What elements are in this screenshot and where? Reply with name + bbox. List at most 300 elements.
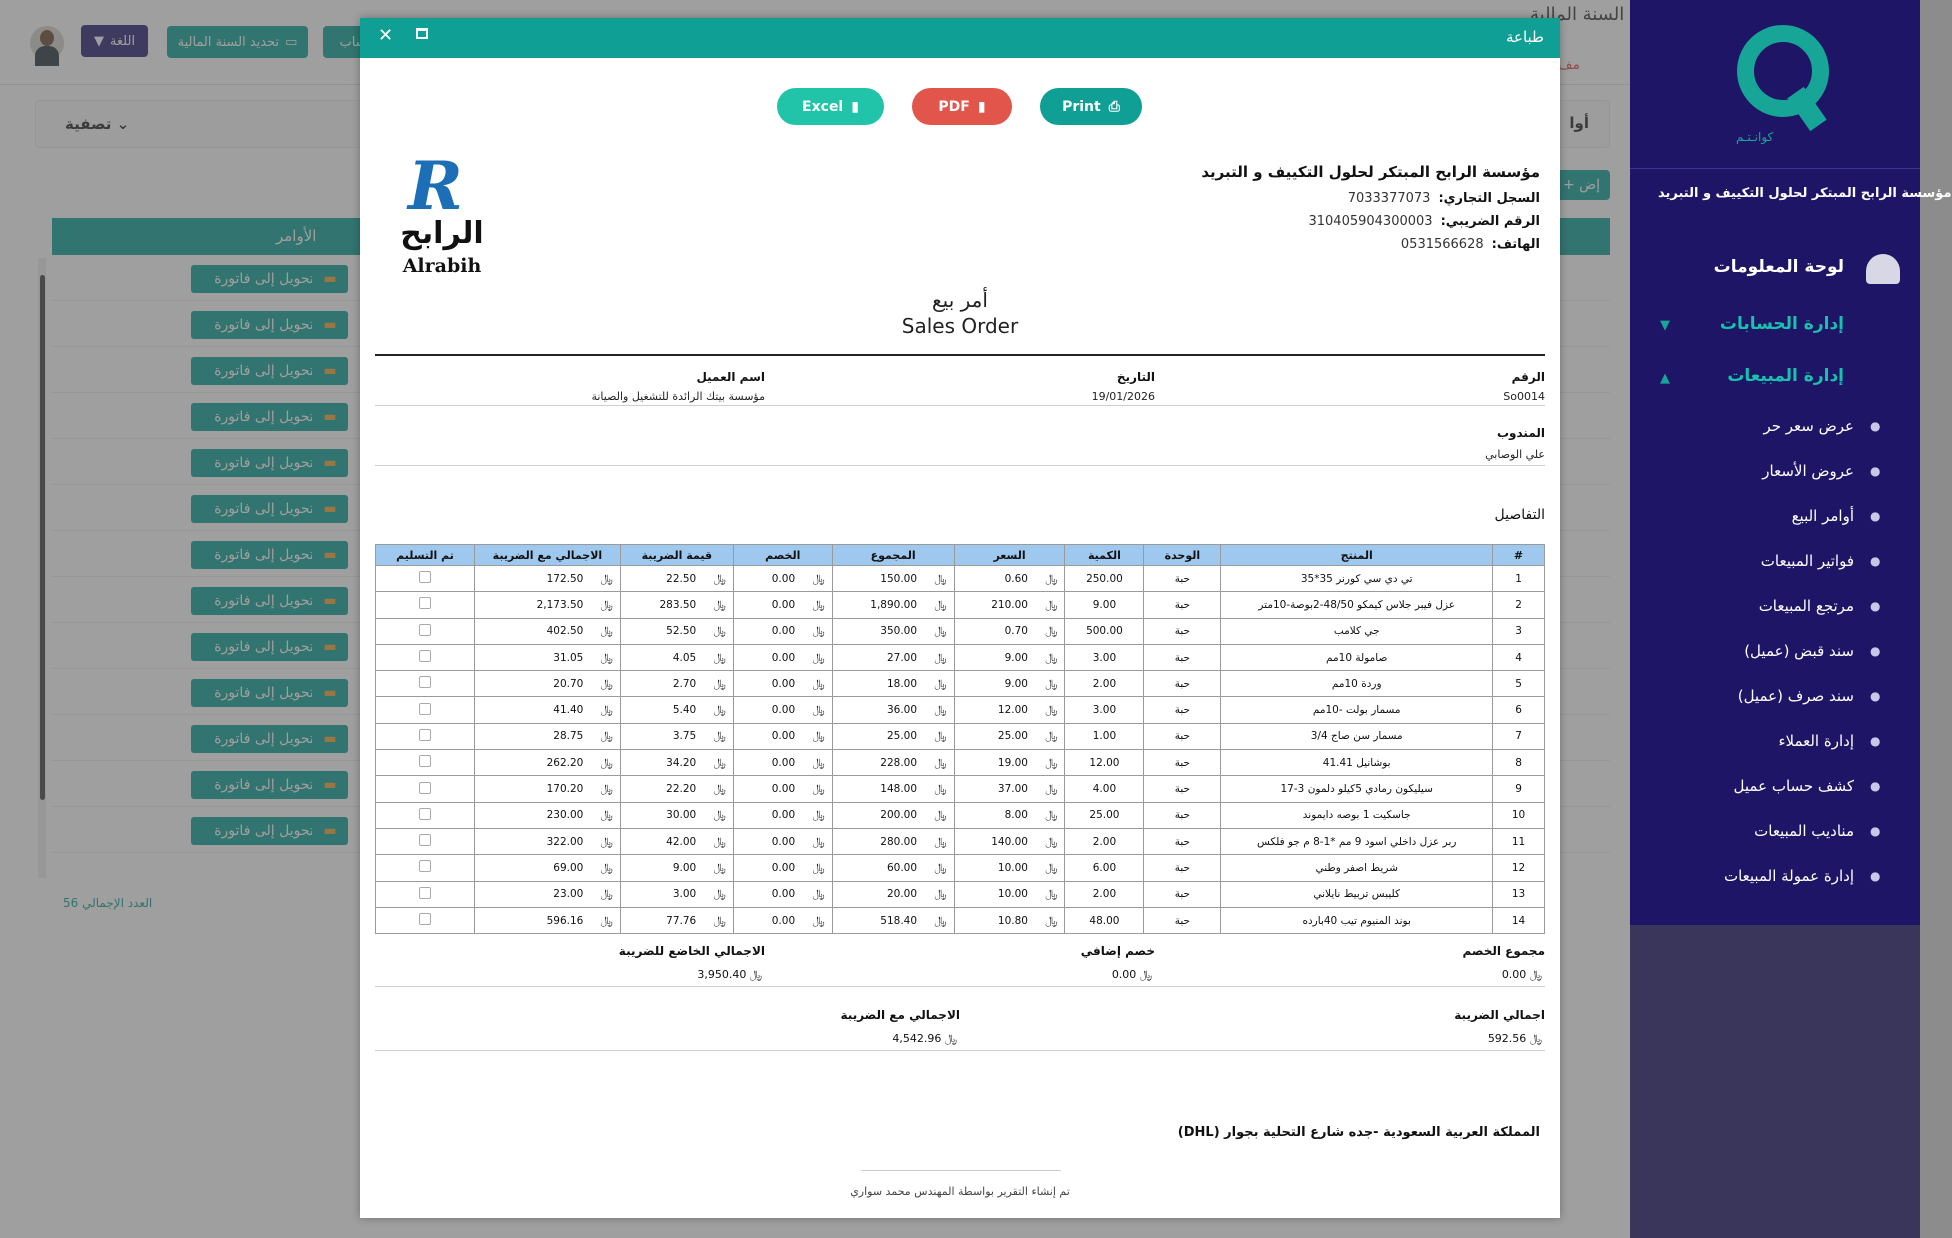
- dashboard-icon: [1866, 254, 1900, 284]
- item-row: [376, 828, 1545, 854]
- riyal-icon: ﷼: [934, 676, 947, 690]
- extra-discount-value: ﷼ 0.00: [1111, 968, 1152, 981]
- item-product: تي دي سي كورنر 35*35: [1221, 566, 1493, 592]
- item-no: 10: [1493, 802, 1545, 828]
- company-logo: R الرابح Alrabih: [390, 153, 510, 288]
- delivered-checkbox[interactable]: [419, 703, 431, 715]
- nav-sub-item[interactable]: فواتير المبيعات: [1760, 552, 1854, 570]
- item-total: ﷼ 228.00: [832, 750, 954, 776]
- user-icon: ●: [1870, 419, 1881, 433]
- item-qty: 3.00: [1065, 644, 1144, 670]
- user-icon: ●: [1870, 599, 1881, 613]
- delivered-checkbox[interactable]: [419, 624, 431, 636]
- riyal-icon: ﷼: [1045, 703, 1058, 717]
- item-unit: حبة: [1144, 750, 1221, 776]
- item-unit: حبة: [1144, 723, 1221, 749]
- item-price: ﷼ 9.00: [954, 671, 1065, 697]
- item-tax: ﷼ 3.75: [620, 723, 733, 749]
- riyal-icon: ﷼: [1045, 887, 1058, 901]
- riyal-icon: ﷼: [934, 729, 947, 743]
- discount-sum-value: ﷼ 0.00: [1501, 968, 1542, 981]
- print-modal: [360, 18, 1560, 1218]
- riyal-icon: ﷼: [934, 782, 947, 796]
- item-discount: ﷼ 0.00: [733, 566, 832, 592]
- delivered-checkbox[interactable]: [419, 597, 431, 609]
- item-row: [376, 881, 1545, 907]
- item-tax: ﷼ 42.00: [620, 828, 733, 854]
- col-qty: الكمية: [1065, 545, 1144, 566]
- grand-total-value: ﷼ 4,542.96: [892, 1032, 957, 1045]
- items-table: [375, 544, 1545, 934]
- item-tax: ﷼ 283.50: [620, 592, 733, 618]
- col-product: المنتج: [1221, 545, 1493, 566]
- item-unit: حبة: [1144, 618, 1221, 644]
- riyal-icon: ﷼: [812, 755, 825, 769]
- riyal-icon: ﷼: [812, 860, 825, 874]
- items-table-header: [376, 545, 1545, 566]
- item-no: 11: [1493, 828, 1545, 854]
- item-tax: ﷼ 22.50: [620, 566, 733, 592]
- item-grand: ﷼ 20.70: [474, 671, 620, 697]
- riyal-icon: ﷼: [812, 571, 825, 585]
- item-grand: ﷼ 262.20: [474, 750, 620, 776]
- company-info: [1201, 163, 1540, 260]
- item-tax: ﷼ 34.20: [620, 750, 733, 776]
- item-unit: حبة: [1144, 828, 1221, 854]
- item-discount: ﷼ 0.00: [733, 644, 832, 670]
- item-product: كليبس تربيط نايلاني: [1221, 881, 1493, 907]
- item-no: 9: [1493, 776, 1545, 802]
- riyal-icon: ﷼: [600, 729, 613, 743]
- riyal-icon: ﷼: [600, 597, 613, 611]
- item-discount: ﷼ 0.00: [733, 697, 832, 723]
- item-product: جي كلامب: [1221, 618, 1493, 644]
- riyal-icon: ﷼: [812, 650, 825, 664]
- delivered-checkbox[interactable]: [419, 571, 431, 583]
- item-qty: 2.00: [1065, 881, 1144, 907]
- number-value: So0014: [1503, 390, 1545, 403]
- vat-label: الرقم الضريبي:: [1440, 214, 1540, 229]
- riyal-icon: ﷼: [713, 913, 726, 927]
- item-unit: حبة: [1144, 566, 1221, 592]
- item-unit: حبة: [1144, 644, 1221, 670]
- sidebar-company-name: مؤسسة الرابح المبتكر لحلول التكييف و التبريد: [1658, 186, 1952, 201]
- riyal-icon: ﷼: [1529, 1032, 1542, 1045]
- item-delivered: [376, 723, 475, 749]
- item-row: [376, 592, 1545, 618]
- logo-text: كوانـتـم: [1736, 130, 1774, 144]
- riyal-icon: ﷼: [600, 755, 613, 769]
- nav-sub-item[interactable]: مناديب المبيعات: [1754, 822, 1854, 840]
- item-delivered: [376, 697, 475, 723]
- document-title-english: Sales Order: [901, 314, 1019, 338]
- item-no: 12: [1493, 855, 1545, 881]
- item-product: عزل فيبر جلاس كيمكو 48/50-2بوصة-10متر: [1221, 592, 1493, 618]
- tax-total-value: ﷼ 592.56: [1487, 1032, 1542, 1045]
- item-product: صامولة 10مم: [1221, 644, 1493, 670]
- item-total: ﷼ 200.00: [832, 802, 954, 828]
- nav-sub-item[interactable]: عروض الأسعار: [1762, 462, 1854, 480]
- item-no: 6: [1493, 697, 1545, 723]
- customer-value: مؤسسة بيتك الرائدة للتشغيل والصيانة: [591, 390, 765, 403]
- item-row: [376, 855, 1545, 881]
- item-qty: 2.00: [1065, 828, 1144, 854]
- item-product: مسمار سن صاج 3/4: [1221, 723, 1493, 749]
- item-price: ﷼ 8.00: [954, 802, 1065, 828]
- modal-title: طباعة: [1505, 28, 1544, 46]
- riyal-icon: ﷼: [600, 860, 613, 874]
- delivered-checkbox[interactable]: [419, 808, 431, 820]
- item-grand: ﷼ 596.16: [474, 907, 620, 933]
- item-grand: ﷼ 402.50: [474, 618, 620, 644]
- date-label: التاريخ: [1116, 370, 1155, 384]
- item-price: ﷼ 12.00: [954, 697, 1065, 723]
- riyal-icon: ﷼: [934, 834, 947, 848]
- item-price: ﷼ 210.00: [954, 592, 1065, 618]
- item-qty: 25.00: [1065, 802, 1144, 828]
- item-price: ﷼ 25.00: [954, 723, 1065, 749]
- riyal-icon: ﷼: [1045, 624, 1058, 638]
- item-tax: ﷼ 5.40: [620, 697, 733, 723]
- item-row: [376, 776, 1545, 802]
- col-unit: الوحدة: [1144, 545, 1221, 566]
- pdf-button[interactable]: [912, 88, 1012, 125]
- riyal-icon: ﷼: [1045, 782, 1058, 796]
- item-price: ﷼ 10.00: [954, 855, 1065, 881]
- quantum-logo: [1737, 25, 1829, 125]
- taxable-label: الاجمالي الخاضع للضريبة: [618, 944, 765, 958]
- cr-label: السجل التجاري:: [1438, 191, 1540, 206]
- user-icon: ●: [1870, 644, 1881, 658]
- delivered-checkbox[interactable]: [419, 755, 431, 767]
- col-grand: الاجمالي مع الضريبة: [474, 545, 620, 566]
- item-grand: ﷼ 69.00: [474, 855, 620, 881]
- excel-label: Excel: [802, 98, 844, 115]
- print-label: Print: [1062, 98, 1101, 115]
- vat-value: 310405904300003: [1308, 214, 1433, 229]
- item-no: 3: [1493, 618, 1545, 644]
- item-total: ﷼ 36.00: [832, 697, 954, 723]
- rep-value: علي الوصابي: [1485, 448, 1545, 461]
- item-no: 2: [1493, 592, 1545, 618]
- riyal-icon: ﷼: [812, 782, 825, 796]
- riyal-icon: ﷼: [1529, 968, 1542, 981]
- item-row: [376, 723, 1545, 749]
- nav-sub-item[interactable]: سند قبض (عميل): [1744, 642, 1854, 660]
- chevron-down-icon: ▼: [1660, 318, 1670, 333]
- riyal-icon: ﷼: [1045, 597, 1058, 611]
- riyal-icon: ﷼: [812, 676, 825, 690]
- item-product: بوشانيل 41.41: [1221, 750, 1493, 776]
- item-qty: 9.00: [1065, 592, 1144, 618]
- riyal-icon: ﷼: [1045, 755, 1058, 769]
- riyal-icon: ﷼: [812, 834, 825, 848]
- item-delivered: [376, 644, 475, 670]
- item-product: جاسكيت 1 بوصه دايموند: [1221, 802, 1493, 828]
- item-product: مسمار بولت -10مم: [1221, 697, 1493, 723]
- item-grand: ﷼ 172.50: [474, 566, 620, 592]
- item-no: 5: [1493, 671, 1545, 697]
- item-total: ﷼ 1,890.00: [832, 592, 954, 618]
- item-unit: حبة: [1144, 802, 1221, 828]
- sidebar-divider: [1630, 168, 1920, 169]
- item-row: [376, 644, 1545, 670]
- riyal-icon: ﷼: [713, 703, 726, 717]
- nav-dashboard[interactable]: لوحة المعلومات: [1713, 257, 1844, 277]
- riyal-icon: ﷼: [1139, 968, 1152, 981]
- riyal-icon: ﷼: [600, 834, 613, 848]
- item-delivered: [376, 750, 475, 776]
- riyal-icon: ﷼: [600, 624, 613, 638]
- details-title: التفاصيل: [1494, 507, 1545, 523]
- logo-arabic: الرابح: [400, 216, 484, 251]
- item-tax: ﷼ 3.00: [620, 881, 733, 907]
- user-icon: ●: [1870, 824, 1881, 838]
- logo-english: Alrabih: [402, 255, 482, 277]
- company-name: مؤسسة الرابح المبتكر لحلول التكييف و التبريد: [1201, 163, 1540, 181]
- item-qty: 500.00: [1065, 618, 1144, 644]
- riyal-icon: ﷼: [600, 808, 613, 822]
- item-price: ﷼ 19.00: [954, 750, 1065, 776]
- items-table-body: [376, 566, 1545, 934]
- riyal-icon: ﷼: [713, 624, 726, 638]
- riyal-icon: ﷼: [1045, 571, 1058, 585]
- riyal-icon: ﷼: [713, 650, 726, 664]
- riyal-icon: ﷼: [713, 860, 726, 874]
- printer-icon: ⎙: [1108, 98, 1120, 115]
- riyal-icon: ﷼: [1045, 808, 1058, 822]
- col-tax: قيمة الضريبة: [620, 545, 733, 566]
- item-tax: ﷼ 22.20: [620, 776, 733, 802]
- riyal-icon: ﷼: [713, 729, 726, 743]
- riyal-icon: ﷼: [713, 887, 726, 901]
- item-row: [376, 566, 1545, 592]
- discount-sum-label: مجموع الخصم: [1462, 944, 1545, 958]
- nav-sub-item[interactable]: أوامر البيع: [1791, 507, 1854, 525]
- riyal-icon: ﷼: [944, 1032, 957, 1045]
- riyal-icon: ﷼: [1045, 676, 1058, 690]
- item-total: ﷼ 27.00: [832, 644, 954, 670]
- divider: [861, 1170, 1061, 1171]
- company-address: المملكة العربية السعودية -جده شارع التحلية بجوار (DHL): [1177, 1125, 1540, 1140]
- riyal-icon: ﷼: [1045, 650, 1058, 664]
- delivered-checkbox[interactable]: [419, 834, 431, 846]
- riyal-icon: ﷼: [934, 860, 947, 874]
- item-grand: ﷼ 23.00: [474, 881, 620, 907]
- delivered-checkbox[interactable]: [419, 782, 431, 794]
- nav-sales[interactable]: إدارة المبيعات: [1727, 366, 1844, 386]
- riyal-icon: ﷼: [1045, 834, 1058, 848]
- item-total: ﷼ 18.00: [832, 671, 954, 697]
- item-delivered: [376, 802, 475, 828]
- item-no: 13: [1493, 881, 1545, 907]
- delivered-checkbox[interactable]: [419, 860, 431, 872]
- item-unit: حبة: [1144, 907, 1221, 933]
- item-price: ﷼ 0.60: [954, 566, 1065, 592]
- user-icon: ●: [1870, 869, 1881, 883]
- item-unit: حبة: [1144, 881, 1221, 907]
- item-unit: حبة: [1144, 671, 1221, 697]
- item-delivered: [376, 828, 475, 854]
- item-row: [376, 802, 1545, 828]
- item-grand: ﷼ 170.20: [474, 776, 620, 802]
- item-grand: ﷼ 2,173.50: [474, 592, 620, 618]
- delivered-checkbox[interactable]: [419, 650, 431, 662]
- maximize-icon[interactable]: [416, 28, 428, 39]
- nav-sub-item[interactable]: عرض سعر حر: [1763, 417, 1854, 435]
- delivered-checkbox[interactable]: [419, 887, 431, 899]
- item-grand: ﷼ 230.00: [474, 802, 620, 828]
- phone-label: الهاتف:: [1491, 237, 1540, 252]
- divider: [375, 1050, 1545, 1051]
- report-footer: تم إنشاء التقرير بواسطة المهندس محمد سواري: [850, 1185, 1070, 1198]
- riyal-icon: ﷼: [812, 597, 825, 611]
- riyal-icon: ﷼: [934, 887, 947, 901]
- riyal-icon: ﷼: [713, 834, 726, 848]
- riyal-icon: ﷼: [713, 571, 726, 585]
- item-row: [376, 907, 1545, 933]
- date-value: 19/01/2026: [1091, 390, 1155, 403]
- divider: [375, 405, 1545, 406]
- item-discount: ﷼ 0.00: [733, 671, 832, 697]
- document-title: [360, 288, 1560, 338]
- item-tax: ﷼ 52.50: [620, 618, 733, 644]
- riyal-icon: ﷼: [934, 755, 947, 769]
- item-qty: 12.00: [1065, 750, 1144, 776]
- file-icon: ▮: [851, 98, 859, 115]
- riyal-icon: ﷼: [934, 624, 947, 638]
- nav-sub-item[interactable]: مرتجع المبيعات: [1758, 597, 1854, 615]
- delivered-checkbox[interactable]: [419, 729, 431, 741]
- item-row: [376, 618, 1545, 644]
- riyal-icon: ﷼: [1045, 860, 1058, 874]
- item-row: [376, 750, 1545, 776]
- nav-sub-item[interactable]: سند صرف (عميل): [1737, 687, 1854, 705]
- taxable-value: ﷼ 3,950.40: [697, 968, 762, 981]
- item-delivered: [376, 566, 475, 592]
- item-discount: ﷼ 0.00: [733, 776, 832, 802]
- item-delivered: [376, 776, 475, 802]
- riyal-icon: ﷼: [713, 782, 726, 796]
- item-qty: 1.00: [1065, 723, 1144, 749]
- item-no: 4: [1493, 644, 1545, 670]
- user-icon: ●: [1870, 554, 1881, 568]
- item-product: سيليكون رمادي 5كيلو دلمون 3-17: [1221, 776, 1493, 802]
- riyal-icon: ﷼: [1045, 913, 1058, 927]
- delivered-checkbox[interactable]: [419, 676, 431, 688]
- riyal-icon: ﷼: [934, 703, 947, 717]
- item-qty: 3.00: [1065, 697, 1144, 723]
- item-tax: ﷼ 4.05: [620, 644, 733, 670]
- item-qty: 250.00: [1065, 566, 1144, 592]
- item-price: ﷼ 0.70: [954, 618, 1065, 644]
- item-delivered: [376, 671, 475, 697]
- item-row: [376, 671, 1545, 697]
- riyal-icon: ﷼: [812, 808, 825, 822]
- user-icon: ●: [1870, 509, 1881, 523]
- print-button[interactable]: [1040, 88, 1142, 125]
- riyal-icon: ﷼: [600, 913, 613, 927]
- riyal-icon: ﷼: [1045, 729, 1058, 743]
- col-price: السعر: [954, 545, 1065, 566]
- nav-sub-item[interactable]: كشف حساب عميل: [1733, 777, 1854, 795]
- user-icon: ●: [1870, 734, 1881, 748]
- cr-value: 7033377073: [1347, 191, 1431, 206]
- riyal-icon: ﷼: [713, 755, 726, 769]
- modal-header: [360, 18, 1560, 58]
- excel-button[interactable]: [777, 88, 884, 125]
- tax-total-label: اجمالي الضريبة: [1454, 1008, 1545, 1022]
- item-total: ﷼ 350.00: [832, 618, 954, 644]
- item-product: ربر عزل داخلي اسود 9 مم *1-8 م جو فلكس: [1221, 828, 1493, 854]
- riyal-icon: ﷼: [713, 676, 726, 690]
- item-delivered: [376, 881, 475, 907]
- item-total: ﷼ 148.00: [832, 776, 954, 802]
- item-no: 7: [1493, 723, 1545, 749]
- riyal-icon: ﷼: [934, 650, 947, 664]
- item-total: ﷼ 280.00: [832, 828, 954, 854]
- item-total: ﷼ 25.00: [832, 723, 954, 749]
- item-discount: ﷼ 0.00: [733, 907, 832, 933]
- nav-accounts[interactable]: إدارة الحسابات: [1719, 314, 1844, 334]
- customer-label: اسم العميل: [696, 370, 765, 384]
- item-total: ﷼ 150.00: [832, 566, 954, 592]
- item-discount: ﷼ 0.00: [733, 828, 832, 854]
- item-total: ﷼ 518.40: [832, 907, 954, 933]
- item-price: ﷼ 37.00: [954, 776, 1065, 802]
- col-delivered: تم التسليم: [376, 545, 475, 566]
- item-product: بوند المنيوم تيب 40بارده: [1221, 907, 1493, 933]
- item-discount: ﷼ 0.00: [733, 881, 832, 907]
- number-label: الرقم: [1511, 370, 1545, 384]
- item-qty: 2.00: [1065, 671, 1144, 697]
- item-discount: ﷼ 0.00: [733, 802, 832, 828]
- pdf-label: PDF: [938, 98, 970, 115]
- riyal-icon: ﷼: [934, 597, 947, 611]
- item-discount: ﷼ 0.00: [733, 618, 832, 644]
- item-no: 14: [1493, 907, 1545, 933]
- item-tax: ﷼ 2.70: [620, 671, 733, 697]
- item-unit: حبة: [1144, 776, 1221, 802]
- item-discount: ﷼ 0.00: [733, 723, 832, 749]
- item-product: وردة 10مم: [1221, 671, 1493, 697]
- delivered-checkbox[interactable]: [419, 913, 431, 925]
- nav-sub-item[interactable]: إدارة عمولة المبيعات: [1723, 867, 1854, 885]
- riyal-icon: ﷼: [812, 703, 825, 717]
- item-delivered: [376, 592, 475, 618]
- item-tax: ﷼ 30.00: [620, 802, 733, 828]
- item-no: 1: [1493, 566, 1545, 592]
- item-unit: حبة: [1144, 592, 1221, 618]
- col-no: #: [1493, 545, 1545, 566]
- item-delivered: [376, 855, 475, 881]
- riyal-icon: ﷼: [934, 808, 947, 822]
- divider: [375, 986, 1545, 987]
- item-price: ﷼ 10.80: [954, 907, 1065, 933]
- item-price: ﷼ 140.00: [954, 828, 1065, 854]
- item-product: شريط اصفر وطني: [1221, 855, 1493, 881]
- modal-backdrop-side: [1630, 925, 1920, 1238]
- riyal-icon: ﷼: [812, 887, 825, 901]
- riyal-icon: ﷼: [812, 913, 825, 927]
- nav-sub-item[interactable]: إدارة العملاء: [1778, 732, 1854, 750]
- item-qty: 4.00: [1065, 776, 1144, 802]
- user-icon: ●: [1870, 689, 1881, 703]
- riyal-icon: ﷼: [600, 571, 613, 585]
- close-icon[interactable]: ✕: [378, 25, 394, 46]
- divider: [375, 354, 1545, 356]
- rep-label: المندوب: [1496, 426, 1545, 440]
